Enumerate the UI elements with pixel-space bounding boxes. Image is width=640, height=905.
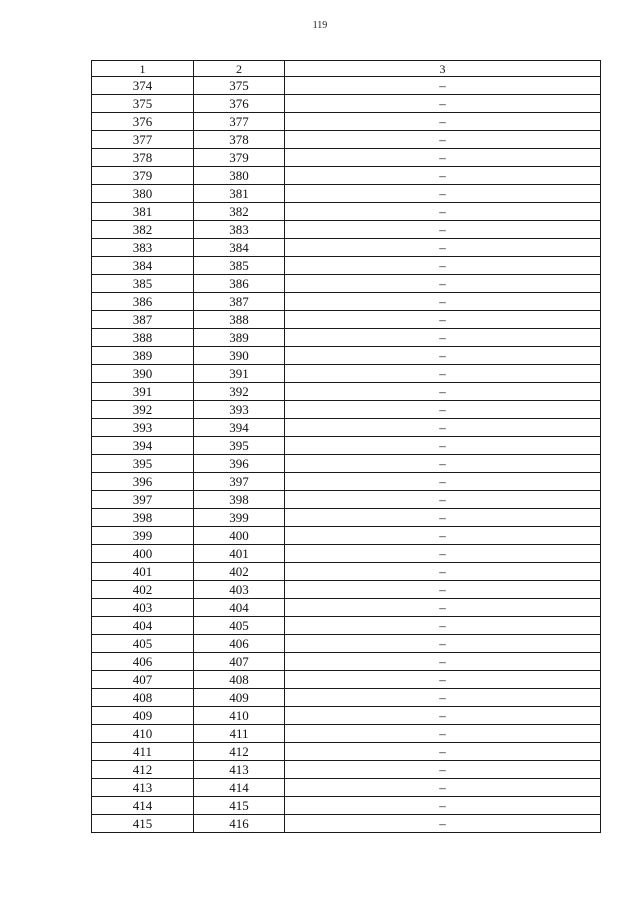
table-row: [92, 185, 601, 203]
table-cell-col-1: 404: [92, 617, 194, 635]
table-row: [92, 455, 601, 473]
table-cell-col-3: –: [285, 743, 601, 761]
table-cell-col-2: 410: [194, 707, 285, 725]
table-cell-col-1: 391: [92, 383, 194, 401]
table-cell-col-2: 378: [194, 131, 285, 149]
table-cell-col-1: 415: [92, 815, 194, 833]
table-row: [92, 329, 601, 347]
table-cell-col-3: –: [285, 275, 601, 293]
table-row: [92, 77, 601, 95]
table-row: [92, 347, 601, 365]
table-cell-col-2: 411: [194, 725, 285, 743]
table-cell-col-3: –: [285, 329, 601, 347]
table-cell-col-3: –: [285, 527, 601, 545]
table-row: [92, 167, 601, 185]
table-cell-col-2: 376: [194, 95, 285, 113]
table-cell-col-3: –: [285, 473, 601, 491]
table-row: [92, 203, 601, 221]
table-cell-col-2: 414: [194, 779, 285, 797]
table-row: [92, 545, 601, 563]
table-cell-col-1: 403: [92, 599, 194, 617]
table-cell-col-2: 387: [194, 293, 285, 311]
table-row: [92, 113, 601, 131]
table-row: [92, 509, 601, 527]
table-cell-col-3: –: [285, 599, 601, 617]
table-cell-col-1: 411: [92, 743, 194, 761]
table-cell-col-3: –: [285, 401, 601, 419]
table-row: [92, 473, 601, 491]
table-cell-col-2: 375: [194, 77, 285, 95]
table-cell-col-2: 391: [194, 365, 285, 383]
table-cell-col-1: 402: [92, 581, 194, 599]
table-cell-col-3: –: [285, 257, 601, 275]
table-cell-col-2: 379: [194, 149, 285, 167]
table-cell-col-3: –: [285, 437, 601, 455]
table-cell-col-1: 375: [92, 95, 194, 113]
table-cell-col-2: 403: [194, 581, 285, 599]
table-row: [92, 257, 601, 275]
table-cell-col-1: 388: [92, 329, 194, 347]
table-cell-col-1: 389: [92, 347, 194, 365]
table-cell-col-3: –: [285, 707, 601, 725]
table-cell-col-3: –: [285, 347, 601, 365]
table-cell-col-3: –: [285, 149, 601, 167]
table-row: [92, 671, 601, 689]
table-row: [92, 239, 601, 257]
table-cell-col-2: 408: [194, 671, 285, 689]
table-cell-col-1: 379: [92, 167, 194, 185]
table-cell-col-2: 407: [194, 653, 285, 671]
table-row: [92, 311, 601, 329]
table-cell-col-3: –: [285, 779, 601, 797]
data-table: [91, 60, 601, 833]
table-cell-col-2: 383: [194, 221, 285, 239]
table-cell-col-3: –: [285, 131, 601, 149]
table-cell-col-3: –: [285, 509, 601, 527]
table-cell-col-1: 378: [92, 149, 194, 167]
table-row: [92, 743, 601, 761]
table-cell-col-2: 388: [194, 311, 285, 329]
table-row: [92, 131, 601, 149]
table-cell-col-1: 409: [92, 707, 194, 725]
table-cell-col-2: 406: [194, 635, 285, 653]
table-cell-col-3: –: [285, 95, 601, 113]
table-cell-col-2: 399: [194, 509, 285, 527]
table-cell-col-1: 407: [92, 671, 194, 689]
table-cell-col-3: –: [285, 797, 601, 815]
table-cell-col-3: –: [285, 581, 601, 599]
table-cell-col-3: –: [285, 563, 601, 581]
table-cell-col-1: 385: [92, 275, 194, 293]
table-row: [92, 563, 601, 581]
table-cell-col-1: 398: [92, 509, 194, 527]
table-cell-col-2: 400: [194, 527, 285, 545]
table-cell-col-3: –: [285, 491, 601, 509]
table-cell-col-2: 404: [194, 599, 285, 617]
table-cell-col-2: 381: [194, 185, 285, 203]
table-body: [92, 77, 601, 833]
table-cell-col-2: 412: [194, 743, 285, 761]
table-row: [92, 365, 601, 383]
table-row: [92, 779, 601, 797]
table-row: [92, 707, 601, 725]
table-cell-col-3: –: [285, 815, 601, 833]
table-cell-col-1: 384: [92, 257, 194, 275]
table-row: [92, 761, 601, 779]
table-cell-col-3: –: [285, 617, 601, 635]
table-cell-col-1: 383: [92, 239, 194, 257]
table-cell-col-2: 397: [194, 473, 285, 491]
table-cell-col-1: 386: [92, 293, 194, 311]
header-row: [92, 61, 601, 77]
table-cell-col-3: –: [285, 293, 601, 311]
table-cell-col-1: 382: [92, 221, 194, 239]
table-cell-col-2: 386: [194, 275, 285, 293]
table-cell-col-3: –: [285, 671, 601, 689]
table-cell-col-3: –: [285, 203, 601, 221]
table-cell-col-1: 400: [92, 545, 194, 563]
table-cell-col-2: 415: [194, 797, 285, 815]
column-header-2: 2: [194, 61, 285, 77]
table-cell-col-2: 384: [194, 239, 285, 257]
table-cell-col-3: –: [285, 725, 601, 743]
table-cell-col-1: 374: [92, 77, 194, 95]
table-cell-col-1: 408: [92, 689, 194, 707]
table-cell-col-3: –: [285, 77, 601, 95]
table-cell-col-2: 405: [194, 617, 285, 635]
table-row: [92, 635, 601, 653]
table-row: [92, 527, 601, 545]
table-row: [92, 419, 601, 437]
table-cell-col-2: 377: [194, 113, 285, 131]
table-cell-col-3: –: [285, 311, 601, 329]
table-cell-col-3: –: [285, 185, 601, 203]
table-cell-col-3: –: [285, 167, 601, 185]
table-cell-col-1: 401: [92, 563, 194, 581]
table-cell-col-2: 393: [194, 401, 285, 419]
table-cell-col-2: 402: [194, 563, 285, 581]
table-cell-col-2: 380: [194, 167, 285, 185]
table-row: [92, 437, 601, 455]
table-cell-col-3: –: [285, 761, 601, 779]
table-cell-col-3: –: [285, 221, 601, 239]
table-cell-col-1: 381: [92, 203, 194, 221]
table-cell-col-2: 398: [194, 491, 285, 509]
table-row: [92, 401, 601, 419]
table-cell-col-3: –: [285, 113, 601, 131]
column-header-1: 1: [92, 61, 194, 77]
table-cell-col-2: 409: [194, 689, 285, 707]
table-cell-col-1: 405: [92, 635, 194, 653]
table-row: [92, 221, 601, 239]
table-cell-col-2: 413: [194, 761, 285, 779]
table-cell-col-1: 387: [92, 311, 194, 329]
table-cell-col-2: 401: [194, 545, 285, 563]
table-cell-col-3: –: [285, 419, 601, 437]
table-cell-col-3: –: [285, 635, 601, 653]
table-row: [92, 491, 601, 509]
table-cell-col-1: 394: [92, 437, 194, 455]
table-cell-col-3: –: [285, 653, 601, 671]
table-cell-col-1: 412: [92, 761, 194, 779]
table-cell-col-3: –: [285, 239, 601, 257]
table-cell-col-1: 377: [92, 131, 194, 149]
table-cell-col-3: –: [285, 383, 601, 401]
table-row: [92, 617, 601, 635]
table-cell-col-2: 390: [194, 347, 285, 365]
table-cell-col-1: 414: [92, 797, 194, 815]
table-cell-col-1: 393: [92, 419, 194, 437]
table-row: [92, 383, 601, 401]
table-cell-col-1: 380: [92, 185, 194, 203]
table-row: [92, 149, 601, 167]
table-cell-col-1: 410: [92, 725, 194, 743]
table-row: [92, 293, 601, 311]
table-cell-col-1: 390: [92, 365, 194, 383]
table-row: [92, 653, 601, 671]
table-header: [92, 61, 601, 77]
table-row: [92, 797, 601, 815]
page-number: 119: [312, 20, 328, 31]
table-row: [92, 599, 601, 617]
table-row: [92, 689, 601, 707]
table-cell-col-2: 394: [194, 419, 285, 437]
table-cell-col-1: 399: [92, 527, 194, 545]
table-row: [92, 95, 601, 113]
table-cell-col-1: 392: [92, 401, 194, 419]
table-cell-col-2: 416: [194, 815, 285, 833]
table-cell-col-1: 395: [92, 455, 194, 473]
table-cell-col-3: –: [285, 545, 601, 563]
table-row: [92, 815, 601, 833]
table-cell-col-1: 413: [92, 779, 194, 797]
table-row: [92, 725, 601, 743]
table-cell-col-1: 406: [92, 653, 194, 671]
table-cell-col-2: 382: [194, 203, 285, 221]
table-row: [92, 581, 601, 599]
table-cell-col-1: 397: [92, 491, 194, 509]
table-cell-col-2: 389: [194, 329, 285, 347]
table-cell-col-2: 395: [194, 437, 285, 455]
table-cell-col-2: 392: [194, 383, 285, 401]
table-cell-col-1: 376: [92, 113, 194, 131]
table-cell-col-3: –: [285, 455, 601, 473]
table-row: [92, 275, 601, 293]
table-cell-col-3: –: [285, 689, 601, 707]
table-cell-col-2: 385: [194, 257, 285, 275]
table-cell-col-2: 396: [194, 455, 285, 473]
table-cell-col-1: 396: [92, 473, 194, 491]
column-header-3: 3: [285, 61, 601, 77]
table-cell-col-3: –: [285, 365, 601, 383]
